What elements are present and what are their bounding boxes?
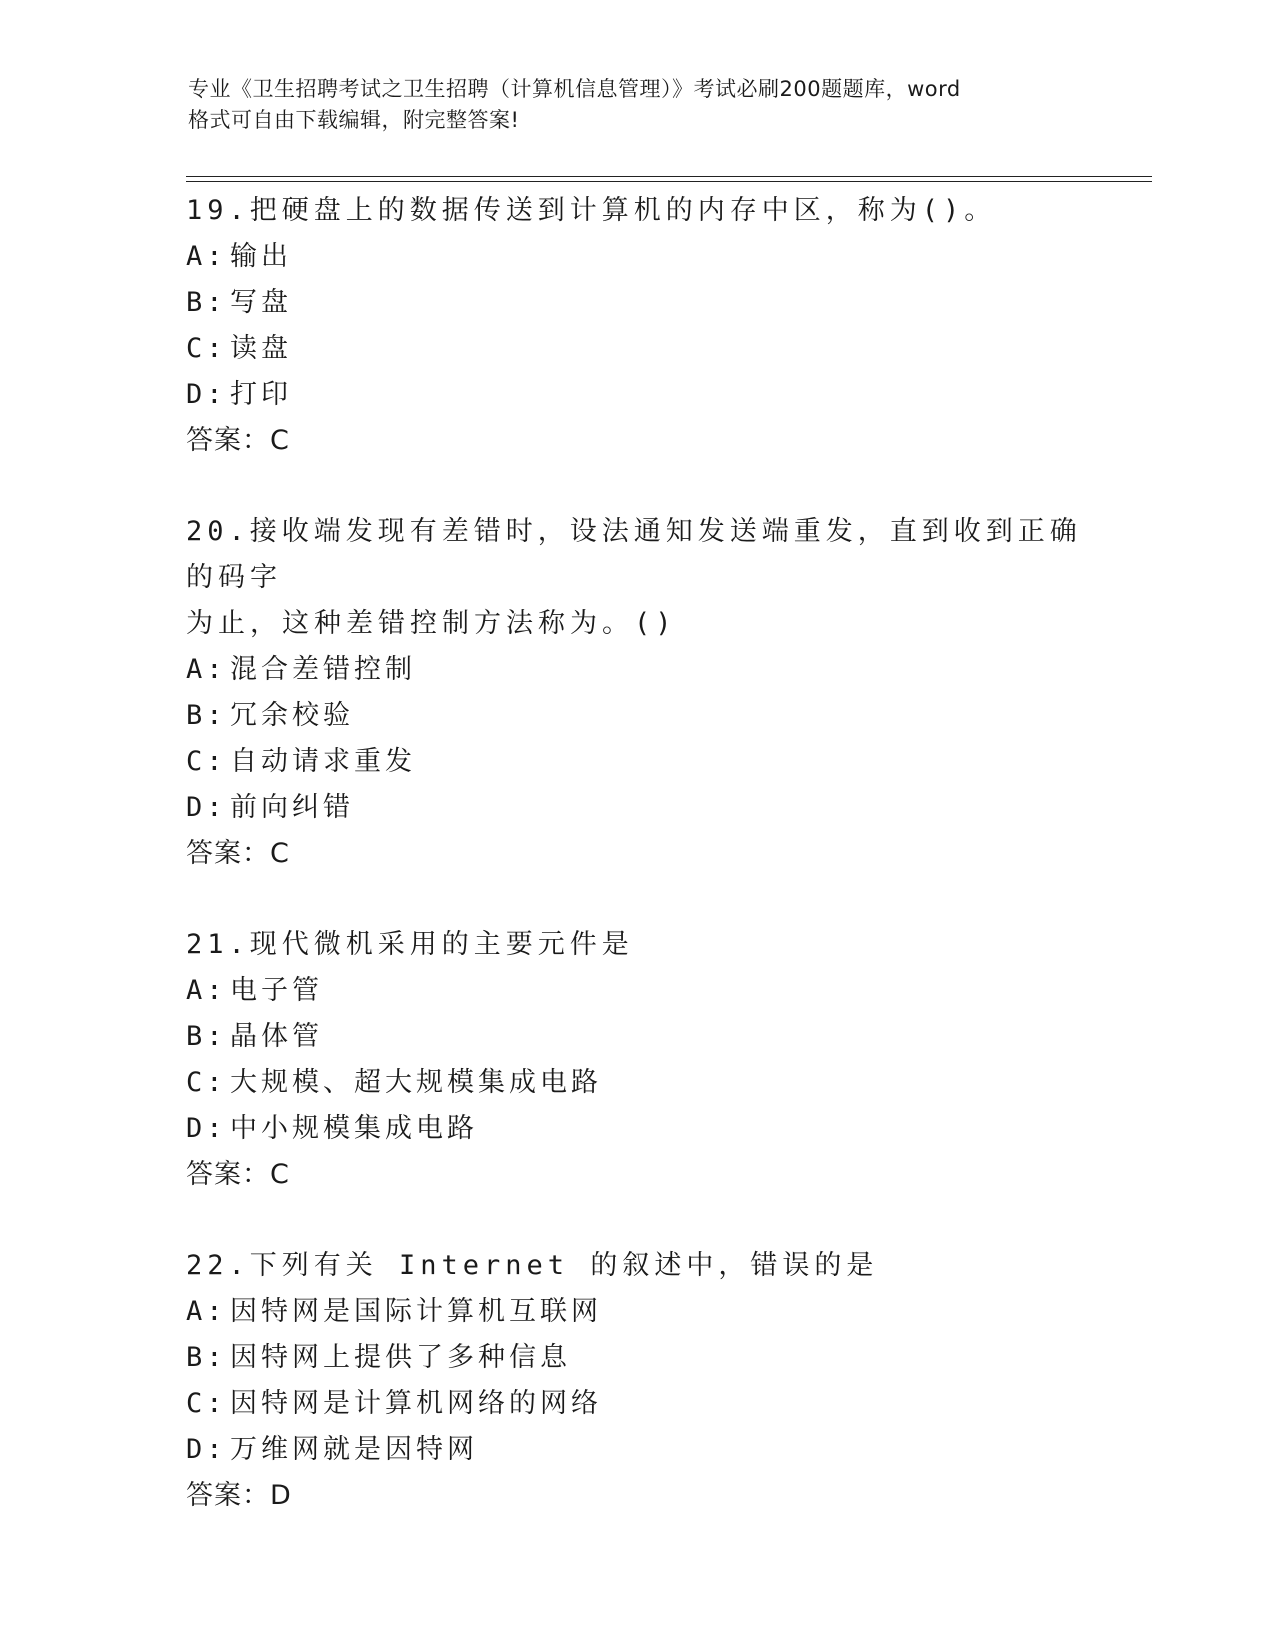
question-stem: 21.现代微机采用的主要元件是 [186,929,634,960]
option-text: 电子管 [230,975,323,1006]
option-text: 读盘 [230,333,292,364]
option-letter: A: [186,975,227,1006]
question-stem: 20.接收端发现有差错时，设法通知发送端重发，直到收到正确的码字 [186,516,1082,593]
question-list [186,188,1106,1564]
option-b [186,693,1106,739]
option-c [186,1381,1106,1427]
option-letter: C: [186,333,227,364]
option-text: 因特网是计算机网络的网络 [230,1388,602,1419]
answer-line: 答案：C [186,838,290,869]
question-stem-continued: 为止，这种差错控制方法称为。() [186,608,677,639]
option-letter: D: [186,379,227,410]
option-letter: D: [186,1434,227,1465]
option-text: 万维网就是因特网 [230,1434,478,1465]
option-d [186,1106,1106,1152]
header-line-1: 专业《卫生招聘考试之卫生招聘（计算机信息管理）》考试必刷200题题库，word [188,77,961,101]
option-text: 大规模、超大规模集成电路 [230,1067,602,1098]
header-divider-top [186,176,1152,177]
option-text: 打印 [230,379,292,410]
header-line-2: 格式可自由下载编辑，附完整答案! [188,108,520,132]
option-letter: C: [186,1067,227,1098]
option-text: 写盘 [230,287,292,318]
question-stem: 22.下列有关 Internet 的叙述中，错误的是 [186,1250,879,1281]
option-a [186,1289,1106,1335]
option-a [186,968,1106,1014]
option-letter: B: [186,1342,227,1373]
option-text: 前向纠错 [230,792,354,823]
option-text: 冗余校验 [230,700,354,731]
header-divider-bottom [186,181,1152,182]
option-b [186,1014,1106,1060]
option-text: 输出 [230,241,292,272]
option-letter: C: [186,746,227,777]
option-c [186,326,1106,372]
question-19 [186,188,1106,464]
option-text: 混合差错控制 [230,654,416,685]
option-letter: B: [186,700,227,731]
option-letter: B: [186,287,227,318]
answer-line: 答案：C [186,425,290,456]
option-d [186,372,1106,418]
question-stem: 19.把硬盘上的数据传送到计算机的内存中区，称为()。 [186,195,997,226]
option-letter: A: [186,654,227,685]
option-letter: C: [186,1388,227,1419]
question-22 [186,1243,1106,1519]
option-letter: D: [186,792,227,823]
option-letter: B: [186,1021,227,1052]
option-text: 自动请求重发 [230,746,416,777]
answer-line: 答案：D [186,1480,292,1511]
option-letter: D: [186,1113,227,1144]
option-a [186,234,1106,280]
answer-line: 答案：C [186,1159,290,1190]
option-b [186,1335,1106,1381]
question-20 [186,509,1106,877]
option-letter: A: [186,1296,227,1327]
option-a [186,647,1106,693]
option-letter: A: [186,241,227,272]
option-d [186,785,1106,831]
option-text: 因特网是国际计算机互联网 [230,1296,602,1327]
option-text: 中小规模集成电路 [230,1113,478,1144]
option-b [186,280,1106,326]
option-c [186,1060,1106,1106]
question-21 [186,922,1106,1198]
option-text: 因特网上提供了多种信息 [230,1342,571,1373]
option-c [186,739,1106,785]
option-d [186,1427,1106,1473]
document-header [188,74,1088,136]
option-text: 晶体管 [230,1021,323,1052]
